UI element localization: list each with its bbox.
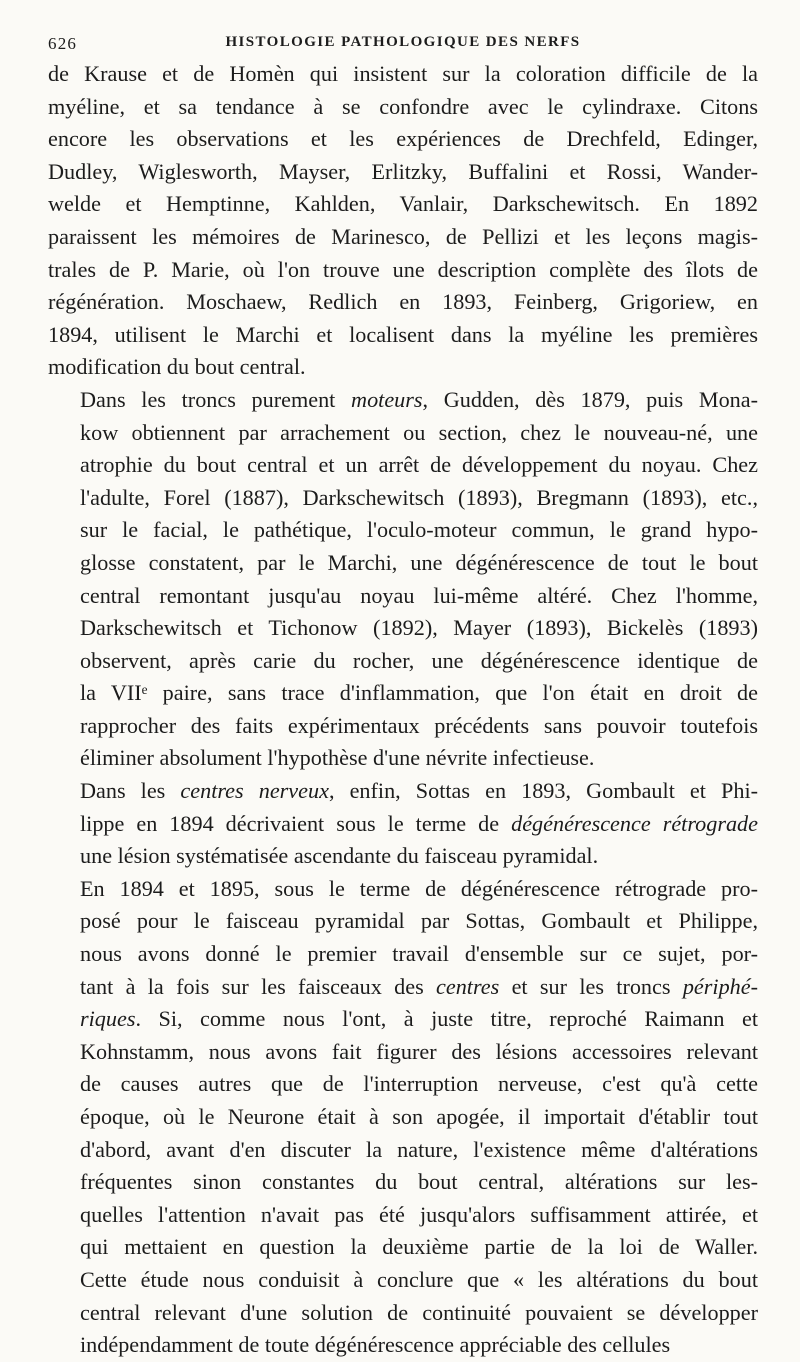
text-line	[48, 254, 758, 287]
text-run: tant à la fois sur les faisceaux des	[80, 973, 437, 999]
text-line	[48, 514, 758, 547]
text-line	[48, 1264, 758, 1297]
text-line	[48, 384, 758, 417]
text-run: glosse constatent, par le Marchi, une dégénérescence de tout le bout	[80, 549, 758, 575]
text-line	[48, 971, 758, 1004]
text-line	[48, 351, 758, 384]
text-run: Dudley, Wiglesworth, Mayser, Erlitzky, Buffalini et Rossi, Wander-	[48, 158, 758, 184]
text-run: éliminer absolument l'hypothèse d'une névrite infectieuse.	[80, 745, 595, 771]
text-run: central relevant d'une solution de continuité pouvaient se développer	[80, 1299, 758, 1325]
page-number: 626	[48, 34, 78, 53]
text-run: encore les observations et les expériences de Drechfeld, Edinger,	[48, 126, 758, 152]
paragraph	[48, 384, 758, 775]
text-line	[48, 188, 758, 221]
text-run: l'adulte, Forel (1887), Darkschewitsch (1893), Bregmann (1893), etc.,	[80, 484, 758, 510]
italic-term: moteurs	[351, 386, 423, 412]
text-run: de causes autres que de l'interruption nerveuse, c'est qu'à cette	[80, 1071, 758, 1097]
text-run: Kohnstamm, nous avons fait figurer des lésions accessoires relevant	[80, 1038, 758, 1064]
text-line	[48, 742, 758, 775]
text-line	[48, 58, 758, 91]
text-run: régénération. Moschaew, Redlich en 1893, Feinberg, Grigoriew, en	[48, 289, 758, 315]
paragraph	[48, 58, 758, 384]
text-run: indépendamment de toute dégénérescence appréciable des cellules	[80, 1332, 671, 1358]
text-run: atrophie du bout central et un arrêt de développement du noyau. Chez	[80, 452, 758, 478]
text-run: Dans les	[80, 778, 181, 804]
text-run: central remontant jusqu'au noyau lui-même altéré. Chez l'homme,	[80, 582, 758, 608]
text-line	[48, 938, 758, 971]
text-run: rapprocher des faits expérimentaux précédents sans pouvoir toutefois	[80, 712, 758, 738]
text-line	[48, 1329, 758, 1362]
text-line	[48, 1101, 758, 1134]
text-run: Cette étude nous conduisit à conclure que « les altérations du bout	[80, 1266, 758, 1292]
text-run: une lésion systématisée ascendante du faisceau pyramidal.	[80, 843, 599, 869]
text-line	[48, 123, 758, 156]
text-line	[48, 482, 758, 515]
text-run: welde et Hemptinne, Kahlden, Vanlair, Darkschewitsch. En 1892	[48, 191, 758, 217]
text-run: trales de P. Marie, où l'on trouve une description complète des îlots de	[48, 256, 758, 282]
paragraph	[48, 775, 758, 873]
text-run: myéline, et sa tendance à se confondre avec le cylindraxe. Citons	[48, 93, 758, 119]
text-run: époque, où le Neurone était à son apogée, il importait d'établir tout	[80, 1104, 758, 1129]
text-run: 1894, utilisent le Marchi et localisent dans la myéline les premières	[48, 321, 758, 347]
text-line	[48, 319, 758, 352]
italic-term: dégénérescence rétrograde	[511, 810, 758, 836]
running-title: HISTOLOGIE PATHOLOGIQUE DES NERFS	[225, 34, 581, 50]
italic-term: riques	[80, 1006, 136, 1032]
text-run: Darkschewitsch et Tichonow (1892), Mayer (1893), Bickelès (1893)	[80, 615, 758, 641]
running-head	[48, 26, 758, 58]
text-run: et sur les troncs	[499, 973, 683, 999]
text-line	[48, 808, 758, 841]
text-run: En 1894 et 1895, sous le terme de dégénérescence rétrograde pro-	[80, 875, 758, 901]
text-line	[48, 1036, 758, 1069]
text-line	[48, 1134, 758, 1167]
text-line	[48, 873, 758, 906]
text-line	[48, 547, 758, 580]
text-line	[48, 840, 758, 873]
text-line	[48, 1003, 758, 1036]
text-run: de Krause et de Homèn qui insistent sur la coloration difficile de la	[48, 61, 758, 86]
text-line	[48, 775, 758, 808]
text-run: kow obtiennent par arrachement ou section, chez le nouveau-né, une	[80, 419, 758, 445]
text-run: la VIIᵉ paire, sans trace d'inflammation, que l'on était en droit de	[80, 680, 758, 706]
text-run: qui mettaient en question la deuxième partie de la loi de Waller.	[80, 1234, 758, 1260]
text-run: d'abord, avant d'en discuter la nature, l'existence même d'altérations	[80, 1136, 758, 1162]
text-run: posé pour le faisceau pyramidal par Sottas, Gombault et Philippe,	[80, 908, 758, 934]
italic-term: centres	[436, 973, 500, 999]
text-line	[48, 1068, 758, 1101]
text-run: , enfin, Sottas en 1893, Gombault et Phi-	[328, 778, 758, 804]
text-run: lippe en 1894 décrivaient sous le terme de	[80, 810, 512, 836]
text-run: nous avons donné le premier travail d'ensemble sur ce sujet, por-	[80, 941, 758, 967]
text-line	[48, 286, 758, 319]
text-line	[48, 221, 758, 254]
text-run: quelles l'attention n'avait pas été jusqu'alors suffisamment attirée, et	[80, 1201, 758, 1227]
italic-term: périphé-	[682, 973, 758, 999]
text-run: paraissent les mémoires de Marinesco, de Pellizi et les leçons magis-	[48, 223, 758, 249]
text-line	[48, 612, 758, 645]
text-line	[48, 677, 758, 710]
text-run: , Gudden, dès 1879, puis Mona-	[422, 386, 758, 412]
italic-term: centres nerveux	[180, 778, 329, 804]
text-run: . Si, comme nous l'ont, à juste titre, reproché Raimann et	[135, 1006, 758, 1032]
text-run: modification du bout central.	[48, 354, 306, 380]
text-line	[48, 710, 758, 743]
paragraph	[48, 873, 758, 1362]
body-text	[48, 58, 758, 1362]
text-line	[48, 417, 758, 450]
text-line	[48, 156, 758, 189]
text-line	[48, 645, 758, 678]
text-run: observent, après carie du rocher, une dégénérescence identique de	[80, 647, 758, 673]
text-line	[48, 905, 758, 938]
text-run: sur le facial, le pathétique, l'oculo-moteur commun, le grand hypo-	[80, 517, 758, 543]
text-line	[48, 91, 758, 124]
text-line	[48, 580, 758, 613]
text-run: Dans les troncs purement	[80, 386, 352, 412]
text-line	[48, 449, 758, 482]
text-line	[48, 1199, 758, 1232]
text-line	[48, 1297, 758, 1330]
text-run: fréquentes sinon constantes du bout central, altérations sur les-	[80, 1169, 758, 1195]
text-line	[48, 1166, 758, 1199]
text-line	[48, 1231, 758, 1264]
